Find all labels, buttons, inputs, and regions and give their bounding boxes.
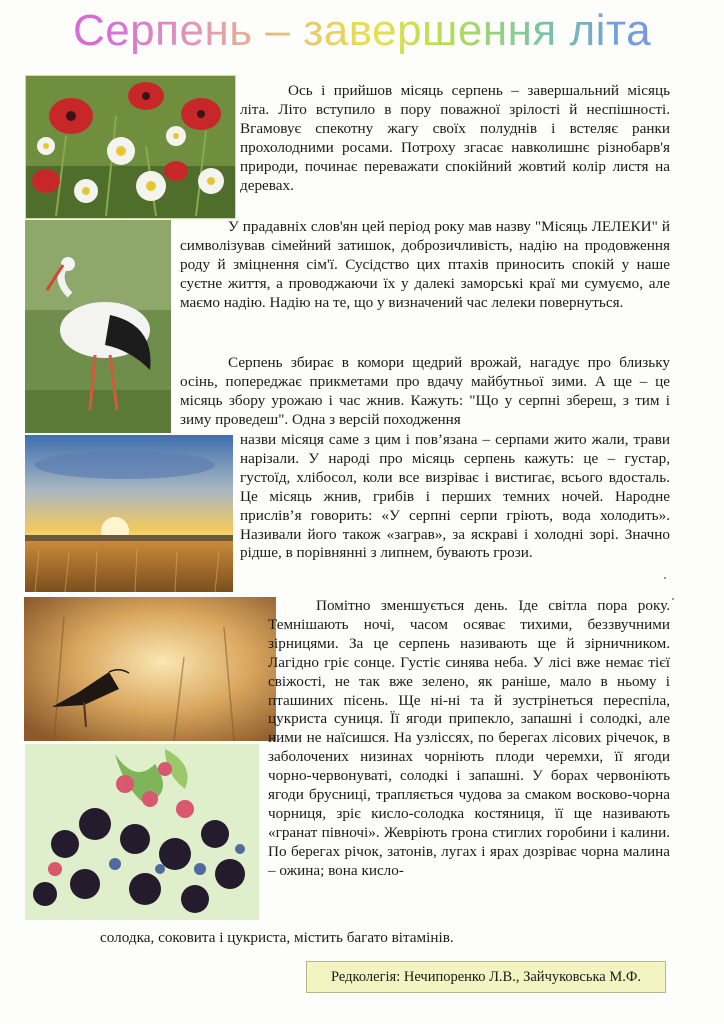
paragraph-harvest-continued: назви місяця саме з цим і пов’язана – серпами жито жали, трави нарізали. У народі про місяць серпень кажуть: це – густар, густоїд, хлібосол, коли все визріває і вистигає, всього вдосталь. Це місяць жнив, грибів і перших темних ночей. Народне прислів’я говорить: «У серпні серпи гріють, вода холодить». Називали його також «заграв», за яскраві і холодні зорі. Значно рідше, в порівнянні з липнем, бувають грози. [240,431,670,562]
paragraph-stork: У прадавніх слов'ян цей період року мав назву "Місяць ЛЕЛЕКИ" й символізував сімейний затишок, доброзичливість, надію на продовження роду й зміцнення сім'ї. Сусідство цих птахів приносить спокій у наше суєтне життя, а проводжаючи їх у далекі заморські краї ми сумуємо, але маємо надію. Надію на те, що у визначений час лелеки повернуться. [180,218,670,311]
sunset-field-photo [25,435,233,592]
scan-speck [672,598,674,600]
paragraph-harvest: Серпень збирає в комори щедрий врожай, нагадує про близьку осінь, попереджає прикметами про вдачу майбутньої зими. А ще – це місяць збору урожаю і час жнив. Кажуть: "Що у серпні збереш, з тим і зиму проведеш". Одна з версій походження [180,354,670,428]
paragraph-intro: Ось і прийшов місяць серпень – завершальний місяць літа. Літо вступило в пору поважної зрілості й неспішності. Вгамовує спекотну жагу своїх полуднів і встеляє ранки прохолодними росами. Потроху згасає навколишнє різнобарв'я природи, починає переважати спокійний жовтий колір листя на деревах. [240,82,670,194]
editorial-credits: Редколегія: Нечипоренко Л.В., Зайчуковська М.Ф. [306,961,666,993]
paragraph-late-summer-end: солодка, соковита і цукриста, містить багато вітамінів. [100,929,454,946]
butterfly-photo [24,597,276,741]
flowers-photo [25,75,236,219]
stork-photo [25,220,171,433]
scan-speck [664,577,666,579]
berries-photo [25,744,259,920]
page-title: Серпень – завершення літа [0,6,724,56]
paragraph-late-summer: Помітно зменшується день. Іде світла пора року. Темнішають ночі, часом осяває тихими, беззвучними зірницями. За це серпень називають ще й зірничником. Лагідно гріє сонце. Густіє синява неба. У лісі вже немає тієї свіжості, не так вже зелено, як раніше, мало в ньому і пташиних пісень. Ще ні-ні та й зустрінеться переспіла, цукриста суниця. Її ягоди припекло, запашні і солодкі, але ними не наїсишся. На узліссях, по берегах лісових річечок, в заболочених низинах чорніють плоди черемхи, її ягоди чорно-червонуваті, солодкі і запашні. У борах червоніють ягоди брусниці, трапляється чудова за смаком восково-чорна чорниця, зріє кисло-солодка костяниця, її ще називають «гранат півночі». Жевріють грона стиглих горобини і калини. По берегах річок, затонів, лугах і ярах дозріває чорна малина – ожина; вона кисло- [268,597,670,879]
